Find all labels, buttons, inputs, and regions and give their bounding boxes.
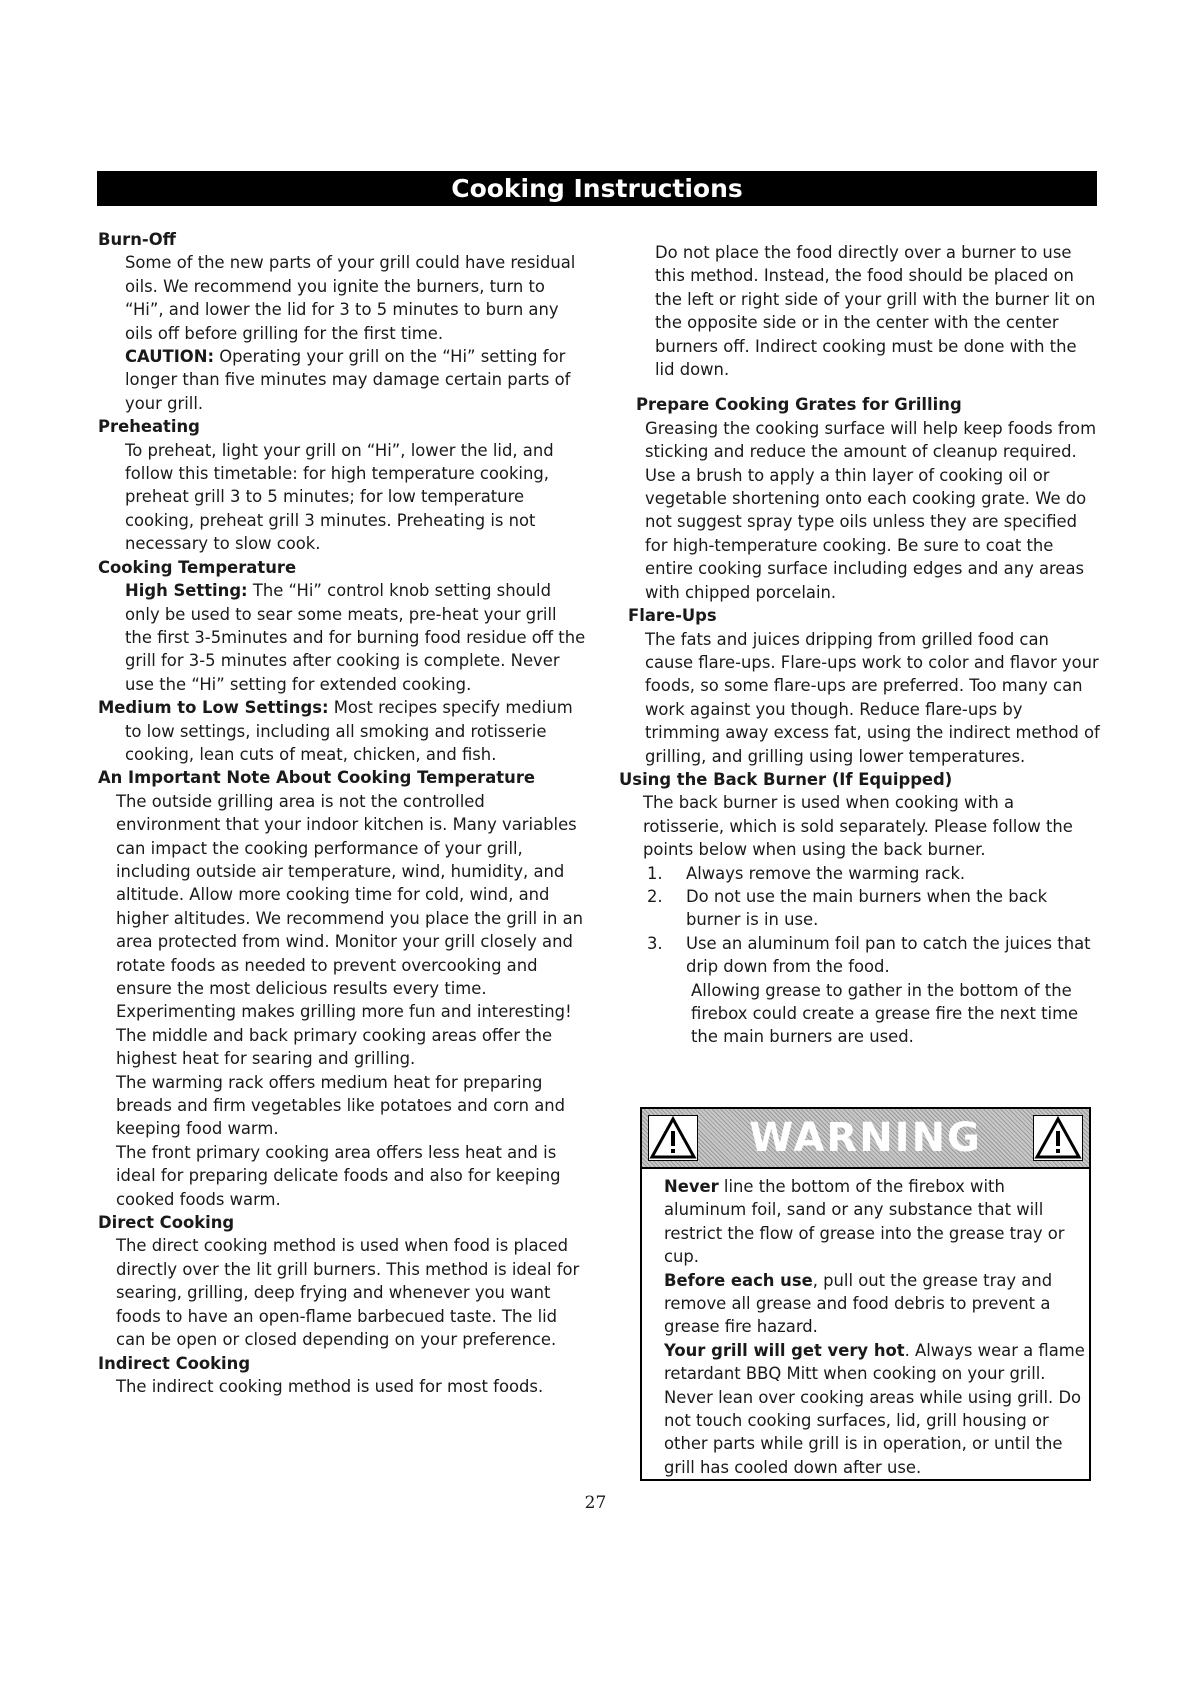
heading-back-burner: Using the Back Burner (If Equipped) <box>619 769 953 789</box>
note-paragraph-3: The warming rack offers medium heat for preparing breads and firm vegetables like potatoes and corn and keeping food warm. <box>116 1072 566 1139</box>
step-number: 3. <box>647 933 663 953</box>
list-item <box>620 885 1100 932</box>
heading-direct-cooking: Direct Cooking <box>98 1213 235 1233</box>
warning-hot-text: . Always wear a flame retardant BBQ Mitt when cooking on your grill. Never lean over cooking areas while using grill. Do not touch cooking surfaces, lid, grill housing or other parts while grill is in operation, or until the grill has cooled down after use. <box>664 1340 1085 1477</box>
warning-before-label: Before each use <box>664 1270 813 1290</box>
right-column <box>620 241 1100 1049</box>
warning-before-text: , pull out the grease tray and remove all grease and food debris to prevent a grease fire hazard. <box>664 1270 1053 1337</box>
step-3-note: Allowing grease to gather in the bottom of the firebox could create a grease fire the next time the main burners are used. <box>691 980 1079 1047</box>
step-text: Do not use the main burners when the back burner is in use. <box>686 886 1048 930</box>
medium-low-paragraph <box>98 696 588 766</box>
flare-ups-text: The fats and juices dripping from grilled food can cause flare-ups. Flare-ups work to color and flavor your foods, so some flare-ups are preferred. Too many can work against you though. Reduce flare-ups by trimming away excess fat, using the indirect method of grilling, and grilling using lower temperatures. <box>645 629 1100 766</box>
page-number: 27 <box>584 1493 607 1513</box>
indirect-cooking-continued: Do not place the food directly over a burner to use this method. Instead, the food should be placed on the left or right side of your grill with the burner lit on the opposite side or in the center with the center burners off. Indirect cooking must be done with the lid down. <box>655 243 1096 380</box>
step-number: 1. <box>647 863 663 883</box>
warning-header <box>642 1109 1089 1169</box>
note-paragraph-2: The middle and back primary cooking areas offer the highest heat for searing and grilling. <box>116 1025 553 1069</box>
warning-never-text: line the bottom of the firebox with aluminum foil, sand or any substance that will restrict the flow of grease into the grease tray or cup. <box>664 1177 1065 1267</box>
step-text: Use an aluminum foil pan to catch the juices that drip down from the food. <box>686 933 1091 977</box>
list-item <box>620 862 1100 885</box>
heading-preheating: Preheating <box>98 417 200 437</box>
high-setting-paragraph <box>98 579 588 696</box>
note-paragraph-4: The front primary cooking area offers less heat and is ideal for preparing delicate foods and also for keeping cooked foods warm. <box>116 1142 561 1209</box>
heading-cooking-temperature: Cooking Temperature <box>98 557 297 577</box>
important-note-body <box>98 790 588 1211</box>
direct-cooking-text: The direct cooking method is used when food is placed directly over the lit grill burners. This method is ideal for searing, grilling, deep frying and whenever you want foods to have an open-flame barbecued taste. The lid can be open or closed depending on your preference. <box>116 1236 580 1350</box>
high-setting-text: The “Hi” control knob setting should only be used to sear some meats, pre-heat your grill the first 3-5minutes and for burning food residue off the grill for 3-5 minutes after cooking is complete. Never use the “Hi” setting for extended cooking. <box>125 581 586 694</box>
indirect-cooking-text: The indirect cooking method is used for most foods. <box>116 1376 544 1396</box>
warning-title: WARNING <box>749 1115 982 1161</box>
prepare-grates-text: Greasing the cooking surface will help keep foods from sticking and reduce the amount of cleanup required. Use a brush to apply a thin layer of cooking oil or vegetable shortening onto each cooking grate. We do not suggest spray type oils unless they are specified for high-temperature cooking. Be sure to coat the entire cooking surface including edges and any areas with chipped porcelain. <box>645 418 1097 602</box>
heading-important-note: An Important Note About Cooking Temperature <box>98 768 536 788</box>
burn-off-body <box>98 251 588 415</box>
warning-triangle-icon <box>1033 1115 1083 1161</box>
caution-label: CAUTION: <box>125 347 215 367</box>
note-paragraph-1: The outside grilling area is not the controlled environment that your indoor kitchen is. Many variables can impact the cooking performance of your grill, including outside air temperature, wind, humidity, and altitude. Allow more cooking time for cold, wind, and higher altitudes. We recommend you place the grill in an area protected from wind. Monitor your grill closely and rotate foods as needed to prevent overcooking and ensure the most delicious results every time. Experimenting makes grilling more fun and interesting! <box>116 791 584 1022</box>
warning-never <box>664 1175 1089 1269</box>
warning-hot <box>664 1339 1089 1479</box>
medium-low-text: Most recipes specify medium to low settings, including all smoking and rotisserie cooking, lean cuts of meat, chicken, and fish. <box>125 698 573 764</box>
back-burner-text: The back burner is used when cooking with a rotisserie, which is sold separately. Please follow the points below when using the back burner. <box>643 793 1073 860</box>
burn-off-text: Some of the new parts of your grill could have residual oils. We recommend you ignite the burners, turn to “Hi”, and lower the lid for 3 to 5 minutes to burn any oils off before grilling for the first time. <box>125 253 576 343</box>
medium-low-block <box>98 696 588 766</box>
heading-burn-off: Burn-Off <box>98 230 176 249</box>
section-title-banner: Cooking Instructions <box>97 171 1097 206</box>
heading-indirect-cooking: Indirect Cooking <box>98 1353 251 1373</box>
warning-box <box>640 1107 1091 1481</box>
heading-prepare-grates: Prepare Cooking Grates for Grilling <box>636 395 962 415</box>
warning-body <box>664 1175 1089 1479</box>
step-number: 2. <box>647 886 663 906</box>
left-column <box>98 228 588 1398</box>
caution-text: Operating your grill on the “Hi” setting for longer than five minutes may damage certain parts of your grill. <box>125 347 571 413</box>
step-text: Always remove the warming rack. <box>686 863 966 883</box>
warning-before <box>664 1269 1089 1339</box>
warning-never-label: Never <box>664 1177 719 1196</box>
caution-paragraph <box>125 345 588 415</box>
back-burner-steps <box>620 862 1100 979</box>
medium-low-label: Medium to Low Settings: <box>98 698 329 718</box>
warning-hot-label: Your grill will get very hot <box>664 1340 905 1360</box>
high-setting-label: High Setting: <box>125 581 248 601</box>
heading-flare-ups: Flare-Ups <box>628 606 717 626</box>
preheating-text: To preheat, light your grill on “Hi”, lower the lid, and follow this timetable: for high temperature cooking, preheat grill 3 to 5 minutes; for low temperature cooking, preheat grill 3 minutes. Preheating is not necessary to slow cook. <box>125 440 554 554</box>
list-item <box>620 932 1100 979</box>
